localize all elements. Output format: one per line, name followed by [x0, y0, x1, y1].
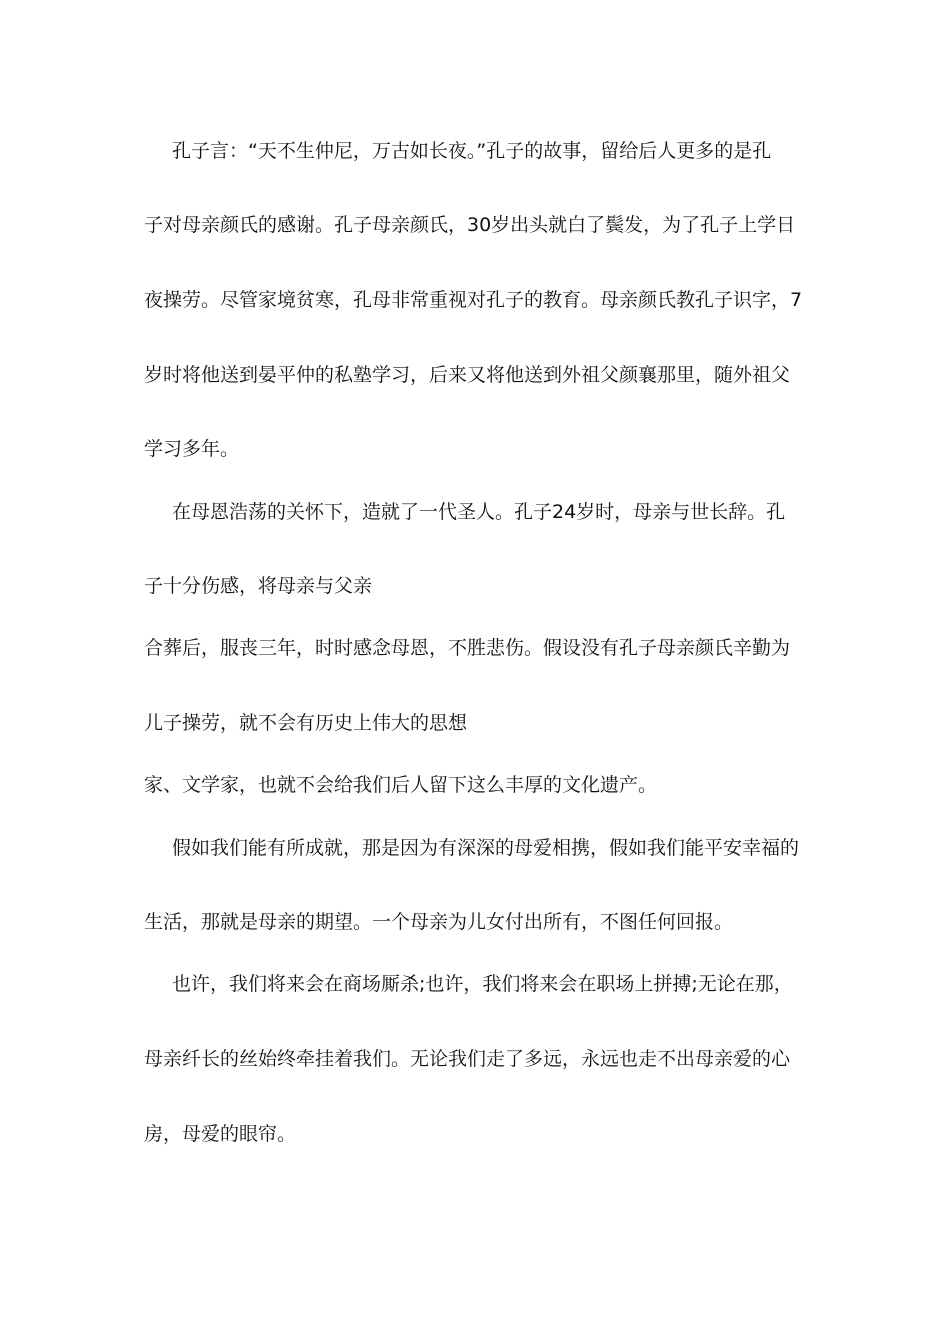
p1-line-4: 岁时将他送到晏平仲的私塾学习，后来又将他送到外祖父颜襄那里，随外祖父	[144, 364, 791, 386]
p2-line-4: 儿子操劳，就不会有历史上伟大的思想	[144, 712, 468, 734]
p4-line-1: 也许，我们将来会在商场厮杀;也许，我们将来会在职场上拼搏;无论在那，	[172, 973, 793, 995]
p1-line-5: 学习多年。	[144, 438, 240, 460]
p3-line-2: 生活，那就是母亲的期望。一个母亲为儿女付出所有，不图任何回报。	[144, 911, 734, 933]
p4-line-3: 房，母爱的眼帘。	[144, 1123, 297, 1145]
p1-line-1: 孔子言：“天不生仲尼，万古如长夜。”孔子的故事，留给后人更多的是孔	[172, 140, 772, 162]
p1-line-2: 子对母亲颜氏的感谢。孔子母亲颜氏，30岁出头就白了鬓发，为了孔子上学日	[144, 214, 796, 236]
p3-line-1: 假如我们能有所成就，那是因为有深深的母爱相携，假如我们能平安幸福的	[172, 837, 800, 859]
p2-line-1: 在母恩浩荡的关怀下，造就了一代圣人。孔子24岁时，母亲与世长辞。孔	[172, 501, 786, 523]
p4-line-2: 母亲纤长的丝始终牵挂着我们。无论我们走了多远，永远也走不出母亲爱的心	[144, 1048, 791, 1070]
p2-line-5: 家、文学家，也就不会给我们后人留下这么丰厚的文化遗产。	[144, 774, 658, 796]
p1-line-3: 夜操劳。尽管家境贫寒，孔母非常重视对孔子的教育。母亲颜氏教孔子识字，7	[144, 289, 803, 311]
p2-line-2: 子十分伤感，将母亲与父亲	[144, 575, 373, 597]
p2-line-3: 合葬后，服丧三年，时时感念母恩，不胜悲伤。假设没有孔子母亲颜氏辛勤为	[144, 637, 791, 659]
